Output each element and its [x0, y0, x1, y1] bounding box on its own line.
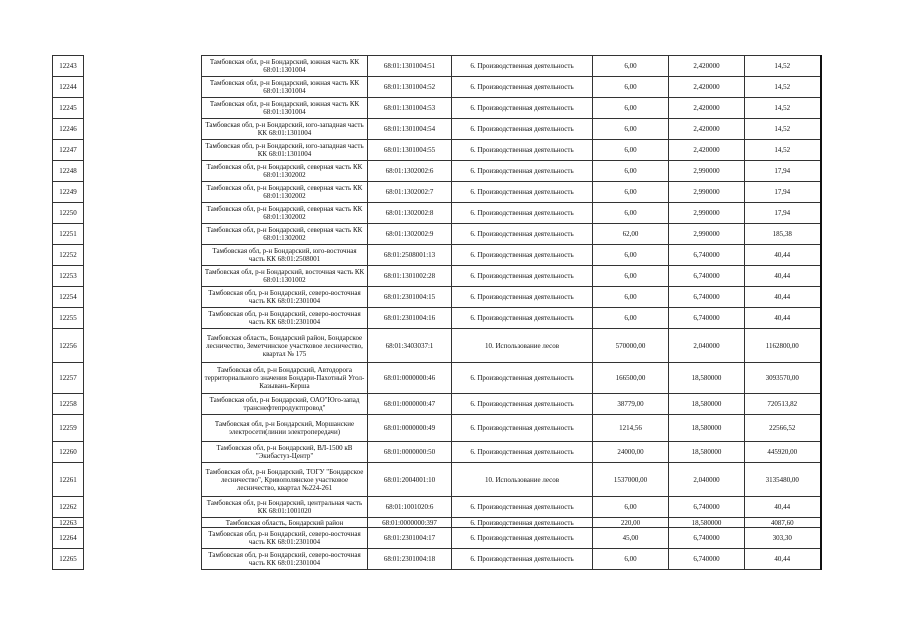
row-address: Тамбовская область, Бондарский район, Бондарское лесничество, Земетчинское участковое лесничество, квартал № 175 [202, 329, 368, 363]
row-sum: 445920,00 [745, 442, 821, 463]
row-spacer [84, 363, 202, 394]
row-usage-type: 6. Производственная деятельность [452, 161, 593, 182]
row-sum: 40,44 [745, 497, 821, 518]
row-spacer [84, 245, 202, 266]
table-row [53, 119, 821, 140]
row-usage-type: 6. Производственная деятельность [452, 245, 593, 266]
row-rate: 2,040000 [669, 329, 745, 363]
row-cadastral-number: 68:01:0000000:47 [368, 394, 452, 415]
row-address: Тамбовская обл, р-н Бондарский, ОАО"Юго-запад транснефтепродуктпровод" [202, 394, 368, 415]
row-usage-type: 6. Производственная деятельность [452, 140, 593, 161]
row-area: 38779,00 [593, 394, 669, 415]
row-usage-type: 6. Производственная деятельность [452, 518, 593, 528]
table-row [53, 394, 821, 415]
row-number: 12250 [53, 203, 84, 224]
row-number: 12253 [53, 266, 84, 287]
row-address: Тамбовская обл, р-н Бондарский, южная часть КК 68:01:1301004 [202, 77, 368, 98]
row-number: 12252 [53, 245, 84, 266]
row-cadastral-number: 68:01:0000000:49 [368, 415, 452, 442]
row-usage-type: 10. Использование лесов [452, 329, 593, 363]
row-sum: 4087,60 [745, 518, 821, 528]
table-row [53, 140, 821, 161]
row-spacer [84, 56, 202, 77]
row-address: Тамбовская обл, р-н Бондарский, юго-восточная часть КК 68:01:2508001 [202, 245, 368, 266]
table-row [53, 442, 821, 463]
row-usage-type: 6. Производственная деятельность [452, 287, 593, 308]
table-row [53, 245, 821, 266]
row-spacer [84, 549, 202, 570]
table-row [53, 182, 821, 203]
row-spacer [84, 415, 202, 442]
row-number: 12246 [53, 119, 84, 140]
row-area: 6,00 [593, 266, 669, 287]
row-area: 6,00 [593, 203, 669, 224]
row-address: Тамбовская обл, р-н Бондарский, северо-восточная часть КК 68:01:2301004 [202, 287, 368, 308]
row-address: Тамбовская обл, р-н Бондарский, ВЛ-1500 кВ "Экибастуз-Центр" [202, 442, 368, 463]
row-cadastral-number: 68:01:2301004:18 [368, 549, 452, 570]
table-row [53, 161, 821, 182]
row-rate: 2,990000 [669, 161, 745, 182]
row-rate: 2,420000 [669, 77, 745, 98]
row-address: Тамбовская обл, р-н Бондарский, Автодорога территориального значения Бондари-Пахотный Угол-Казывань-Керша [202, 363, 368, 394]
row-usage-type: 6. Производственная деятельность [452, 224, 593, 245]
row-usage-type: 6. Производственная деятельность [452, 98, 593, 119]
row-number: 12249 [53, 182, 84, 203]
row-rate: 2,990000 [669, 224, 745, 245]
row-spacer [84, 308, 202, 329]
row-number: 12247 [53, 140, 84, 161]
row-address: Тамбовская область, Бондарский район [202, 518, 368, 528]
row-address: Тамбовская обл, р-н Бондарский, северо-восточная часть КК 68:01:2301004 [202, 549, 368, 570]
table-row [53, 415, 821, 442]
row-number: 12244 [53, 77, 84, 98]
table-body [53, 56, 821, 570]
row-sum: 1162800,00 [745, 329, 821, 363]
row-rate: 2,990000 [669, 203, 745, 224]
row-address: Тамбовская обл, р-н Бондарский, центральная часть КК 68:01:1001020 [202, 497, 368, 518]
row-number: 12259 [53, 415, 84, 442]
row-area: 6,00 [593, 161, 669, 182]
row-sum: 22566,52 [745, 415, 821, 442]
table-row [53, 287, 821, 308]
row-sum: 40,44 [745, 549, 821, 570]
row-spacer [84, 497, 202, 518]
row-address: Тамбовская обл, р-н Бондарский, северная часть КК 68:01:1302002 [202, 161, 368, 182]
row-cadastral-number: 68:01:0000000:46 [368, 363, 452, 394]
land-registry-table [52, 55, 822, 570]
row-area: 45,00 [593, 528, 669, 549]
row-sum: 40,44 [745, 287, 821, 308]
row-area: 6,00 [593, 77, 669, 98]
row-sum: 14,52 [745, 140, 821, 161]
row-spacer [84, 528, 202, 549]
row-sum: 720513,82 [745, 394, 821, 415]
row-usage-type: 6. Производственная деятельность [452, 497, 593, 518]
row-cadastral-number: 68:01:2301004:15 [368, 287, 452, 308]
row-sum: 14,52 [745, 77, 821, 98]
row-spacer [84, 203, 202, 224]
row-area: 6,00 [593, 140, 669, 161]
row-cadastral-number: 68:01:1301004:54 [368, 119, 452, 140]
row-cadastral-number: 68:01:2301004:16 [368, 308, 452, 329]
row-area: 6,00 [593, 182, 669, 203]
row-sum: 185,38 [745, 224, 821, 245]
row-rate: 2,990000 [669, 182, 745, 203]
row-cadastral-number: 68:01:3403037:1 [368, 329, 452, 363]
row-number: 12263 [53, 518, 84, 528]
row-rate: 18,580000 [669, 363, 745, 394]
row-number: 12248 [53, 161, 84, 182]
row-spacer [84, 224, 202, 245]
row-rate: 6,740000 [669, 528, 745, 549]
table-row [53, 308, 821, 329]
row-usage-type: 6. Производственная деятельность [452, 415, 593, 442]
row-rate: 2,420000 [669, 56, 745, 77]
row-usage-type: 6. Производственная деятельность [452, 528, 593, 549]
row-spacer [84, 463, 202, 497]
row-area: 6,00 [593, 308, 669, 329]
row-cadastral-number: 68:01:1302002:8 [368, 203, 452, 224]
row-cadastral-number: 68:01:1302002:6 [368, 161, 452, 182]
row-area: 1537000,00 [593, 463, 669, 497]
row-cadastral-number: 68:01:1301004:53 [368, 98, 452, 119]
row-cadastral-number: 68:01:1302002:9 [368, 224, 452, 245]
row-area: 570000,00 [593, 329, 669, 363]
row-spacer [84, 394, 202, 415]
row-address: Тамбовская обл, р-н Бондарский, южная часть КК 68:01:1301004 [202, 56, 368, 77]
row-cadastral-number: 68:01:1301004:52 [368, 77, 452, 98]
table-row [53, 203, 821, 224]
row-number: 12258 [53, 394, 84, 415]
row-area: 6,00 [593, 245, 669, 266]
row-spacer [84, 266, 202, 287]
row-area: 220,00 [593, 518, 669, 528]
row-rate: 18,580000 [669, 415, 745, 442]
row-rate: 6,740000 [669, 308, 745, 329]
row-number: 12262 [53, 497, 84, 518]
row-sum: 14,52 [745, 119, 821, 140]
row-cadastral-number: 68:01:2004001:10 [368, 463, 452, 497]
row-cadastral-number: 68:01:2508001:13 [368, 245, 452, 266]
row-sum: 40,44 [745, 308, 821, 329]
row-area: 6,00 [593, 549, 669, 570]
row-sum: 17,94 [745, 203, 821, 224]
row-usage-type: 6. Производственная деятельность [452, 182, 593, 203]
row-spacer [84, 329, 202, 363]
row-rate: 18,580000 [669, 518, 745, 528]
row-address: Тамбовская обл, р-н Бондарский, северная часть КК 68:01:1302002 [202, 182, 368, 203]
row-number: 12260 [53, 442, 84, 463]
row-address: Тамбовская обл, р-н Бондарский, северная часть КК 68:01:1302002 [202, 224, 368, 245]
row-sum: 14,52 [745, 98, 821, 119]
row-number: 12261 [53, 463, 84, 497]
row-usage-type: 6. Производственная деятельность [452, 77, 593, 98]
row-area: 6,00 [593, 287, 669, 308]
row-spacer [84, 161, 202, 182]
row-cadastral-number: 68:01:1301004:51 [368, 56, 452, 77]
row-sum: 17,94 [745, 161, 821, 182]
row-spacer [84, 287, 202, 308]
row-sum: 303,30 [745, 528, 821, 549]
row-sum: 3135480,00 [745, 463, 821, 497]
row-rate: 2,420000 [669, 140, 745, 161]
row-rate: 2,420000 [669, 119, 745, 140]
row-area: 6,00 [593, 119, 669, 140]
row-address: Тамбовская обл, р-н Бондарский, южная часть КК 68:01:1301004 [202, 98, 368, 119]
row-address: Тамбовская обл, р-н Бондарский, юго-западная часть КК 68:01:1301004 [202, 140, 368, 161]
row-cadastral-number: 68:01:1001020:6 [368, 497, 452, 518]
row-sum: 14,52 [745, 56, 821, 77]
row-area: 166500,00 [593, 363, 669, 394]
row-spacer [84, 98, 202, 119]
table-row [53, 224, 821, 245]
row-spacer [84, 119, 202, 140]
table-row [53, 98, 821, 119]
row-area: 24000,00 [593, 442, 669, 463]
row-usage-type: 10. Использование лесов [452, 463, 593, 497]
row-number: 12245 [53, 98, 84, 119]
row-address: Тамбовская обл, р-н Бондарский, северо-восточная часть КК 68:01:2301004 [202, 308, 368, 329]
table-row [53, 266, 821, 287]
row-spacer [84, 518, 202, 528]
row-number: 12257 [53, 363, 84, 394]
row-cadastral-number: 68:01:1301004:55 [368, 140, 452, 161]
table-row [53, 56, 821, 77]
row-usage-type: 6. Производственная деятельность [452, 203, 593, 224]
table-row [53, 77, 821, 98]
row-area: 6,00 [593, 56, 669, 77]
table-row [53, 549, 821, 570]
row-sum: 40,44 [745, 245, 821, 266]
row-spacer [84, 442, 202, 463]
row-cadastral-number: 68:01:0000000:397 [368, 518, 452, 528]
row-usage-type: 6. Производственная деятельность [452, 56, 593, 77]
row-spacer [84, 140, 202, 161]
row-rate: 6,740000 [669, 245, 745, 266]
row-usage-type: 6. Производственная деятельность [452, 442, 593, 463]
table-row [53, 528, 821, 549]
row-cadastral-number: 68:01:1301002:28 [368, 266, 452, 287]
row-rate: 2,040000 [669, 463, 745, 497]
row-address: Тамбовская обл, р-н Бондарский, северо-восточная часть КК 68:01:2301004 [202, 528, 368, 549]
row-usage-type: 6. Производственная деятельность [452, 549, 593, 570]
row-usage-type: 6. Производственная деятельность [452, 363, 593, 394]
row-sum: 40,44 [745, 266, 821, 287]
row-rate: 2,420000 [669, 98, 745, 119]
row-usage-type: 6. Производственная деятельность [452, 266, 593, 287]
row-number: 12254 [53, 287, 84, 308]
row-cadastral-number: 68:01:2301004:17 [368, 528, 452, 549]
row-area: 62,00 [593, 224, 669, 245]
table-row [53, 518, 821, 528]
row-rate: 6,740000 [669, 266, 745, 287]
row-usage-type: 6. Производственная деятельность [452, 394, 593, 415]
table-row [53, 363, 821, 394]
row-number: 12265 [53, 549, 84, 570]
row-sum: 17,94 [745, 182, 821, 203]
table-row [53, 497, 821, 518]
row-rate: 6,740000 [669, 287, 745, 308]
row-number: 12256 [53, 329, 84, 363]
row-number: 12255 [53, 308, 84, 329]
row-rate: 6,740000 [669, 549, 745, 570]
table-row [53, 463, 821, 497]
row-address: Тамбовская обл, р-н Бондарский, Моршанские электросети(линии электропередачи) [202, 415, 368, 442]
row-rate: 6,740000 [669, 497, 745, 518]
row-area: 1214,56 [593, 415, 669, 442]
row-sum: 3093570,00 [745, 363, 821, 394]
row-spacer [84, 77, 202, 98]
row-number: 12251 [53, 224, 84, 245]
row-number: 12264 [53, 528, 84, 549]
row-area: 6,00 [593, 497, 669, 518]
row-area: 6,00 [593, 98, 669, 119]
row-usage-type: 6. Производственная деятельность [452, 308, 593, 329]
table-row [53, 329, 821, 363]
row-cadastral-number: 68:01:0000000:50 [368, 442, 452, 463]
row-cadastral-number: 68:01:1302002:7 [368, 182, 452, 203]
row-number: 12243 [53, 56, 84, 77]
row-rate: 18,580000 [669, 442, 745, 463]
row-usage-type: 6. Производственная деятельность [452, 119, 593, 140]
row-address: Тамбовская обл, р-н Бондарский, юго-западная часть КК 68:01:1301004 [202, 119, 368, 140]
row-rate: 18,580000 [669, 394, 745, 415]
row-spacer [84, 182, 202, 203]
row-address: Тамбовская обл, р-н Бондарский, ТОГУ "Бондарское лесничество", Кривополянское участковое лесничество, квартал №224-261 [202, 463, 368, 497]
row-address: Тамбовская обл, р-н Бондарский, восточная часть КК 68:01:1301002 [202, 266, 368, 287]
row-address: Тамбовская обл, р-н Бондарский, северная часть КК 68:01:1302002 [202, 203, 368, 224]
